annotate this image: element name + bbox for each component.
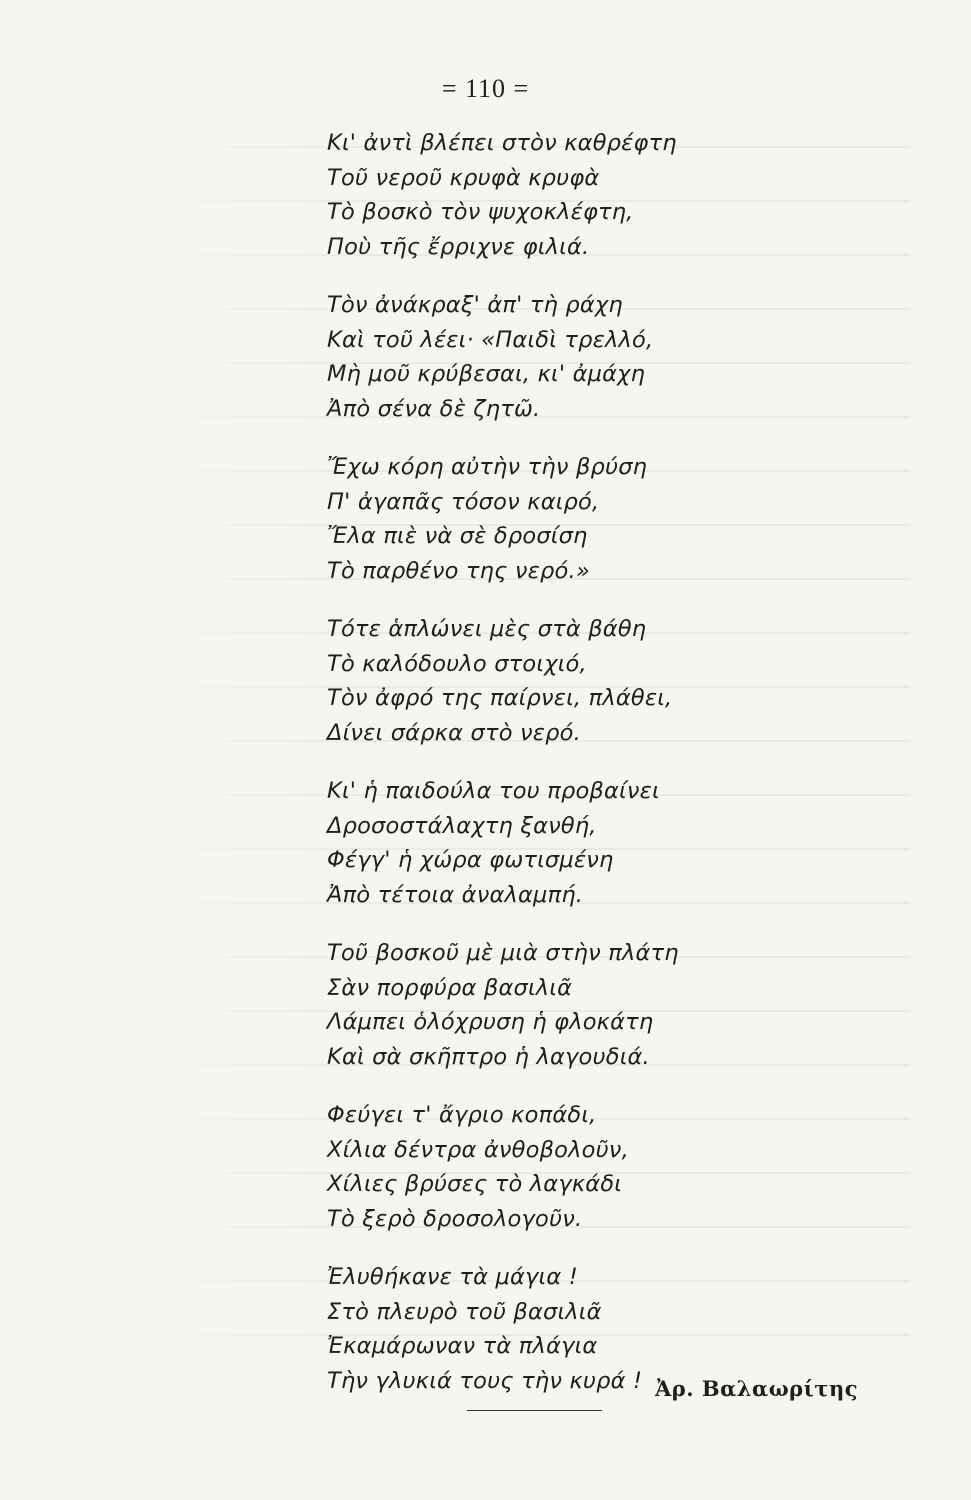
stanza [327, 936, 887, 1074]
verse-line: Ἔλα πιὲ νὰ σὲ δροσίση [327, 523, 588, 549]
verse-line: Κι' ἀντὶ βλέπει στὸν καθρέφτη [327, 130, 677, 156]
verse-line: Τότε ἁπλώνει μὲς στὰ βάθη [327, 616, 647, 642]
verse-line: Φεύγει τ' ἄγριο κοπάδι, [327, 1102, 597, 1128]
verse-line: Φέγγ' ἡ χώρα φωτισμένη [327, 847, 614, 873]
verse-line: Στὸ πλευρὸ τοῦ βασιλιᾶ [327, 1298, 602, 1325]
verse-line: Τὸν ἀφρό της παίρνει, πλάθει, [327, 685, 673, 711]
verse-line: Τὸν ἀνάκραξ' ἀπ' τὴ ράχη [327, 292, 623, 318]
verse-line: Σὰν πορφύρα βασιλιᾶ [327, 974, 573, 1001]
stanza [327, 612, 887, 750]
verse-line: Τὸ παρθένο της νερό.» [327, 557, 590, 584]
verse-line: Χίλια δέντρα ἀνθοβολοῦν, [327, 1136, 629, 1163]
stanza [327, 288, 887, 426]
page-number: = 110 = [441, 74, 530, 103]
verse-line: Τὸ βοσκὸ τὸν ψυχοκλέφτη, [327, 199, 634, 225]
verse-line: Καὶ τοῦ λέει· «Παιδὶ τρελλό, [327, 326, 654, 353]
verse-line: Χίλιες βρύσες τὸ λαγκάδι [327, 1171, 623, 1197]
verse-line: Τοῦ νεροῦ κρυφὰ κρυφὰ [327, 164, 600, 191]
verse-line: Ἐκαμάρωναν τὰ πλάγια [327, 1333, 598, 1359]
verse-line: Δίνει σάρκα στὸ νερό. [327, 719, 581, 746]
verse-line: Τοῦ βοσκοῦ μὲ μιὰ στὴν πλάτη [327, 940, 679, 966]
verse-line: Π' ἀγαπᾶς τόσον καιρό, [327, 488, 600, 515]
verse-line: Τὸ ξερὸ δροσολογοῦν. [327, 1205, 583, 1232]
verse-line: Ἀπὸ σένα δὲ ζητῶ. [327, 395, 541, 422]
verse-line: Καὶ σὰ σκῆπτρο ἡ λαγουδιά. [327, 1043, 650, 1070]
stanza [327, 126, 887, 264]
stanza [327, 450, 887, 588]
verse-line: Τὴν γλυκιά τους τὴν κυρά ! [327, 1367, 643, 1394]
stanza [327, 774, 887, 912]
poem-body [327, 126, 887, 1422]
verse-line: Δροσοστάλαχτη ξανθή, [327, 812, 597, 839]
verse-line: Ποὺ τῆς ἔρριχνε φιλιά. [327, 233, 590, 260]
verse-line: Λάμπει ὁλόχρυση ἡ φλοκάτη [327, 1009, 654, 1035]
verse-line: Ἐλυθήκανε τὰ μάγια ! [327, 1264, 578, 1290]
verse-line: Μὴ μοῦ κρύβεσαι, κι' ἀμάχη [327, 361, 646, 387]
closing-rule [467, 1410, 602, 1411]
verse-line: Ἀπὸ τέτοια ἀναλαμπή. [327, 881, 584, 908]
verse-line: Κι' ἡ παιδούλα του προβαίνει [327, 778, 660, 804]
verse-line: Ἔχω κόρη αὐτὴν τὴν βρύση [327, 454, 648, 480]
verse-line: Τὸ καλόδουλο στοιχιό, [327, 650, 587, 677]
stanza [327, 1098, 887, 1236]
author-signature: Ἀρ. Βαλαωρίτης [655, 1376, 858, 1401]
